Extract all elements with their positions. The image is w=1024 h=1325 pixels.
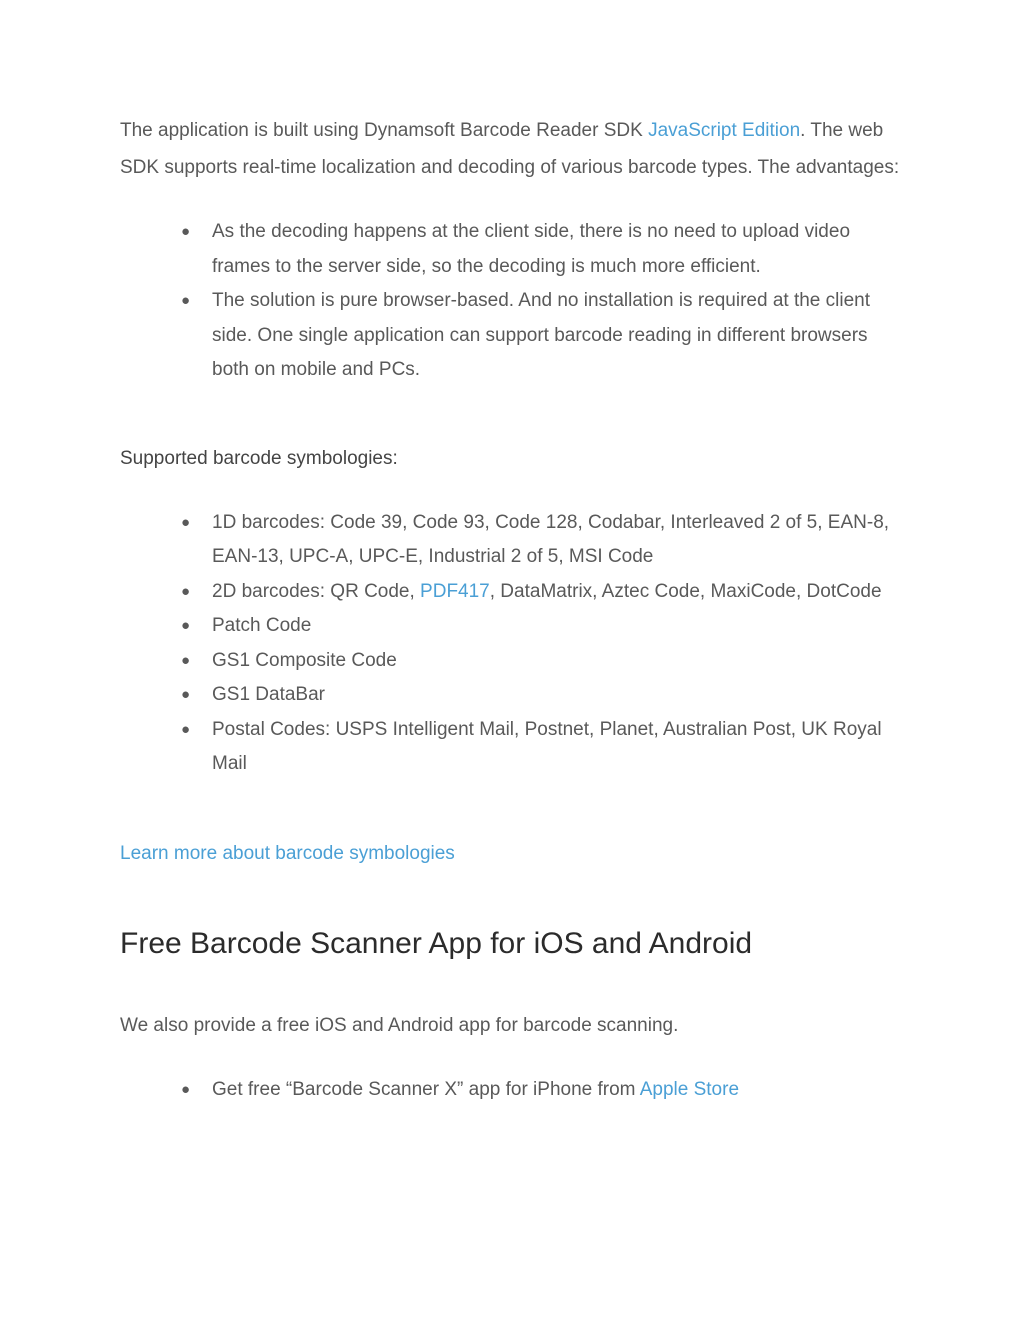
bullet-icon: ● bbox=[181, 617, 191, 634]
list-item bbox=[120, 713, 900, 782]
intro-text-before-link: The application is built using Dynamsoft Barcode Reader SDK bbox=[120, 120, 649, 141]
advantage-text: As the decoding happens at the client side, there is no need to upload video frames to the server side, so the decoding is much more efficient. bbox=[212, 221, 851, 277]
intro-text-after-link: . The web SDK supports real-time localization and decoding of various barcode types. The advantages: bbox=[120, 120, 900, 178]
apple-store-link[interactable]: Apple Store bbox=[639, 1078, 740, 1100]
bullet-icon: ● bbox=[181, 223, 191, 240]
bullet-icon: ● bbox=[181, 1080, 191, 1098]
symbology-postal-text: Postal Codes: USPS Intelligent Mail, Postnet, Planet, Australian Post, UK Royal Mail bbox=[212, 718, 882, 774]
symbology-2d-text-after-link: , DataMatrix, Aztec Code, MaxiCode, DotCode bbox=[489, 580, 882, 602]
apps-list bbox=[120, 1073, 900, 1108]
learn-more-paragraph bbox=[120, 835, 900, 872]
advantage-text: The solution is pure browser-based. And no installation is required at the client side. One single application can support barcode reading in different browsers both on mobile and PCs. bbox=[212, 290, 870, 380]
bullet-icon: ● bbox=[181, 292, 191, 309]
symbology-2d-text-before-link: 2D barcodes: QR Code, bbox=[212, 580, 421, 602]
intro-paragraph bbox=[120, 112, 900, 186]
symbologies-list bbox=[120, 506, 900, 782]
list-item bbox=[120, 284, 900, 388]
bullet-icon: ● bbox=[181, 651, 191, 669]
symbology-gs1-databar-text: GS1 DataBar bbox=[212, 684, 325, 705]
app-section-heading: Free Barcode Scanner App for iOS and Android bbox=[120, 926, 753, 960]
list-item bbox=[120, 506, 900, 575]
list-item bbox=[120, 678, 900, 713]
list-item bbox=[120, 1073, 900, 1108]
advantages-list bbox=[120, 215, 900, 388]
learn-more-symbologies-link[interactable]: Learn more about barcode symbologies bbox=[120, 842, 455, 864]
symbology-gs1-composite-text: GS1 Composite Code bbox=[212, 649, 397, 671]
symbology-patch-text: Patch Code bbox=[212, 615, 312, 636]
bullet-icon: ● bbox=[181, 513, 191, 531]
symbologies-heading: Supported barcode symbologies: bbox=[120, 447, 398, 469]
app-intro-paragraph: We also provide a free iOS and Android app for barcode scanning. bbox=[120, 1014, 679, 1036]
list-item bbox=[120, 575, 900, 610]
list-item bbox=[120, 215, 900, 284]
bullet-icon: ● bbox=[181, 582, 191, 600]
bullet-icon: ● bbox=[181, 686, 191, 703]
app-item-text-before-link: Get free “Barcode Scanner X” app for iPhone from bbox=[212, 1078, 640, 1100]
list-item bbox=[120, 644, 900, 679]
list-item bbox=[120, 609, 900, 644]
bullet-icon: ● bbox=[181, 720, 191, 738]
document-page bbox=[120, 112, 900, 1107]
javascript-edition-link[interactable]: JavaScript Edition bbox=[648, 120, 801, 141]
symbology-1d-text: 1D barcodes: Code 39, Code 93, Code 128, Codabar, Interleaved 2 of 5, EAN-8, EAN-13, UPC-A, UPC-E, Industrial 2 of 5, MSI Code bbox=[212, 511, 890, 567]
pdf417-link[interactable]: PDF417 bbox=[420, 580, 490, 602]
